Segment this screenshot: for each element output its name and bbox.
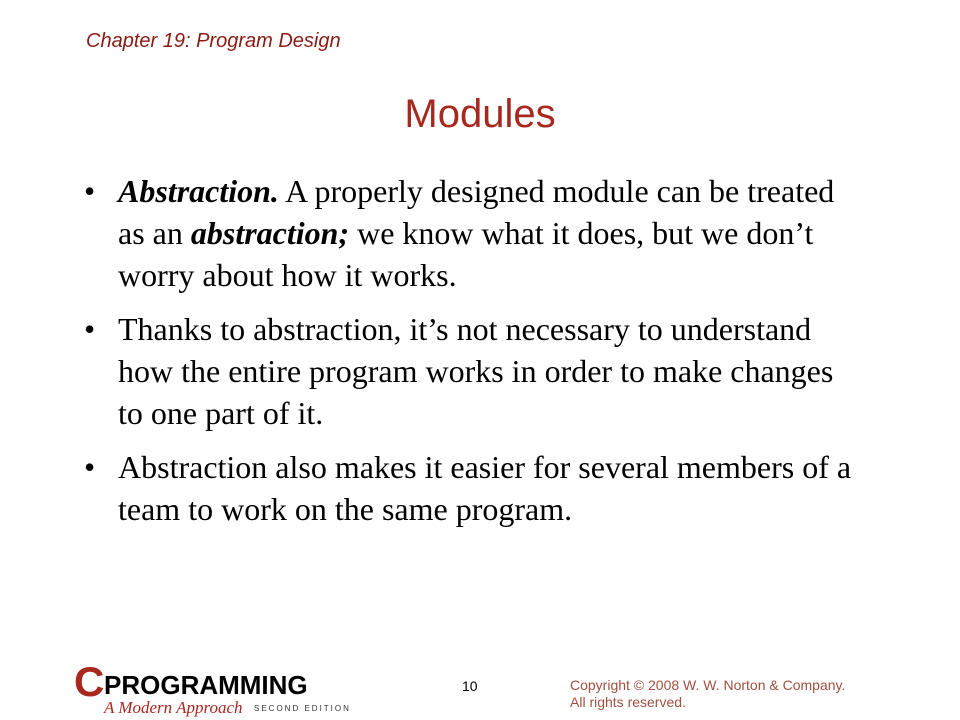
bullet-marker: • <box>84 173 96 209</box>
bullet-emphasis: abstraction; <box>190 215 350 251</box>
bullet-text: we know what it does, but we don’t worry about how it works. <box>118 215 814 293</box>
bullet-marker: • <box>84 311 96 347</box>
logo-c-letter: C <box>74 658 105 705</box>
bullet-item <box>80 308 860 434</box>
bullet-text: Thanks to abstraction, it’s not necessary to understand how the entire program works in order to make changes to one part of it. <box>118 311 834 431</box>
bullet-item <box>80 446 860 530</box>
copyright-line: Copyright © 2008 W. W. Norton & Company. <box>570 677 846 693</box>
logo-subtitle: A Modern Approach <box>104 698 243 717</box>
bullet-lead: Abstraction. <box>118 173 279 209</box>
logo-wordmark: PROGRAMMING <box>104 670 308 700</box>
bullet-marker: • <box>84 449 96 485</box>
page-number: 10 <box>462 678 478 694</box>
slide-title: Modules <box>404 92 556 136</box>
logo-edition: SECOND EDITION <box>254 704 351 713</box>
bullet-text: Abstraction also makes it easier for several members of a team to work on the same program. <box>118 449 852 527</box>
bullet-text: A properly designed module can be treated as an <box>118 173 835 251</box>
bullet-item <box>80 170 860 296</box>
bullet-list <box>80 170 860 542</box>
copyright-notice <box>570 677 900 711</box>
chapter-header: Chapter 19: Program Design <box>86 30 341 52</box>
copyright-line: All rights reserved. <box>570 694 686 710</box>
